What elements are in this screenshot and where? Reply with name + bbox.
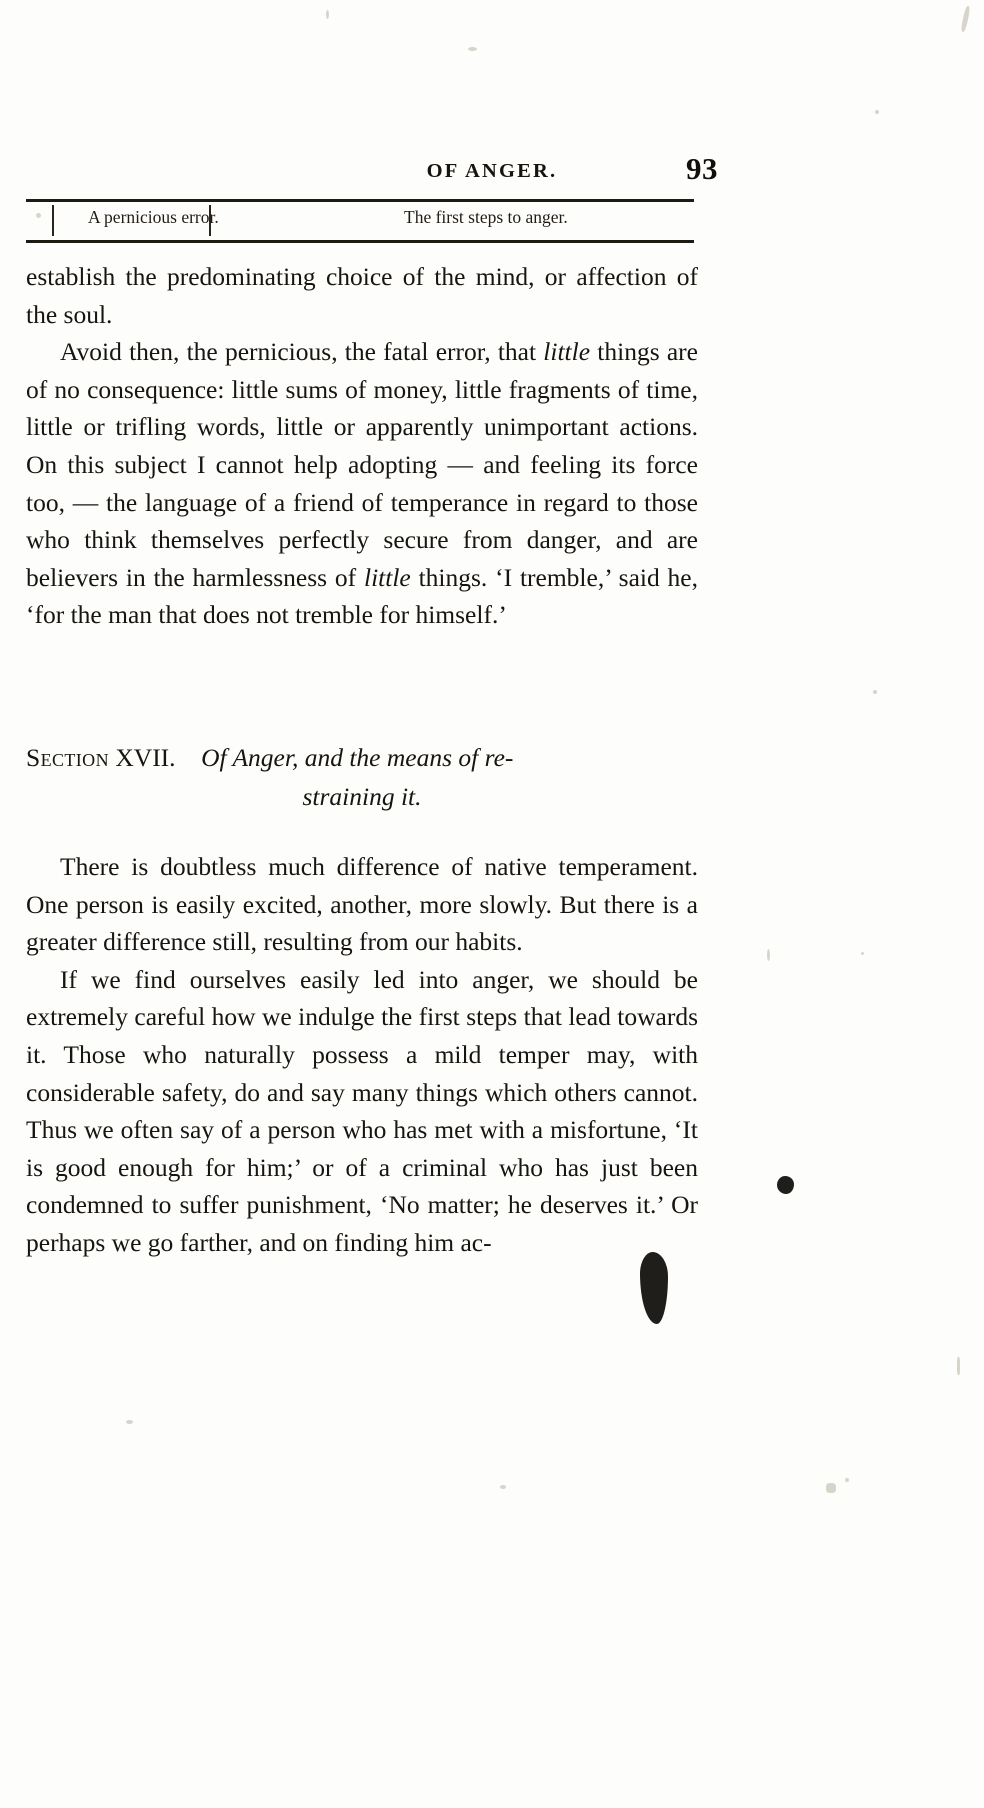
section-heading-line-1 bbox=[26, 738, 698, 777]
page-number: 93 bbox=[686, 151, 718, 186]
running-head bbox=[0, 151, 984, 194]
sidenote-left-tick bbox=[52, 205, 54, 236]
body-paragraphs-top bbox=[26, 258, 698, 634]
section-title-line-2: straining it. bbox=[302, 782, 422, 811]
header-rule-top bbox=[26, 199, 694, 202]
scan-speck bbox=[126, 1420, 133, 1424]
para2-italic-little-1: little bbox=[543, 337, 591, 367]
paragraph-continued: establish the predominating choice of the mind, or affection of the soul. bbox=[26, 262, 698, 329]
scan-speck bbox=[767, 949, 770, 961]
section-title-line-1: Of Anger, and the means of re- bbox=[201, 743, 514, 772]
section-number: XVII. bbox=[115, 743, 176, 772]
scan-speck bbox=[957, 1357, 960, 1375]
section-heading bbox=[26, 738, 698, 816]
scan-speck bbox=[468, 47, 477, 51]
scan-speck bbox=[861, 952, 864, 955]
body-paragraphs-section bbox=[26, 848, 698, 1262]
sidenote-right: The first steps to anger. bbox=[404, 207, 568, 227]
paragraph-pernicious-error bbox=[26, 333, 698, 634]
scan-speck bbox=[826, 1483, 836, 1493]
scan-speck bbox=[845, 1478, 849, 1482]
sidenote-bar bbox=[26, 205, 694, 238]
paragraph-native-temperament: There is doubtless much difference of native temperament. One person is easily excited, another, more slowly. But there is a greater difference still, resulting from our habits. bbox=[26, 852, 698, 957]
paragraph-first-steps: If we find ourselves easily led into anger, we should be extremely careful how we indulge the first steps that lead towards it. Those who naturally possess a mild temper may, with considerable safety, do and say many things which others cannot. Thus we often say of a person who has met with a misfortune, ‘It is good enough for him;’ or of a criminal who has just been condemned to suffer punishment, ‘No matter; he deserves it.’ Or perhaps we go farther, and on finding him ac- bbox=[26, 964, 698, 1257]
scan-speck bbox=[326, 10, 329, 19]
scan-speck bbox=[875, 110, 879, 114]
scan-speck bbox=[960, 6, 970, 32]
para2-part-c: things. ‘I tremble,’ said he, ‘for the man that does not tremble for himself.’ bbox=[26, 562, 698, 630]
running-head-title: OF ANGER. bbox=[426, 160, 558, 182]
sidenote-left: A pernicious error. bbox=[88, 207, 219, 227]
scan-speck bbox=[873, 690, 877, 694]
ink-blot-small bbox=[777, 1176, 794, 1194]
ink-blot-large bbox=[640, 1252, 668, 1324]
para2-part-b: things are of no consequence: little sums of money, little fragments of time, little or trifling words, little or apparently unimportant actions. On this subject I cannot help adopting — and feeling its force too, — the language of a friend of temperance in regard to those who think themselves perfectly secure from danger, and are believers in the harmlessness of bbox=[26, 337, 698, 592]
section-label: Section bbox=[26, 743, 109, 772]
para2-italic-little-2: little bbox=[364, 562, 411, 592]
scan-speck bbox=[500, 1485, 506, 1489]
para2-part-a: Avoid then, the pernicious, the fatal error, that bbox=[60, 337, 544, 367]
header-rule-bottom bbox=[26, 240, 694, 243]
